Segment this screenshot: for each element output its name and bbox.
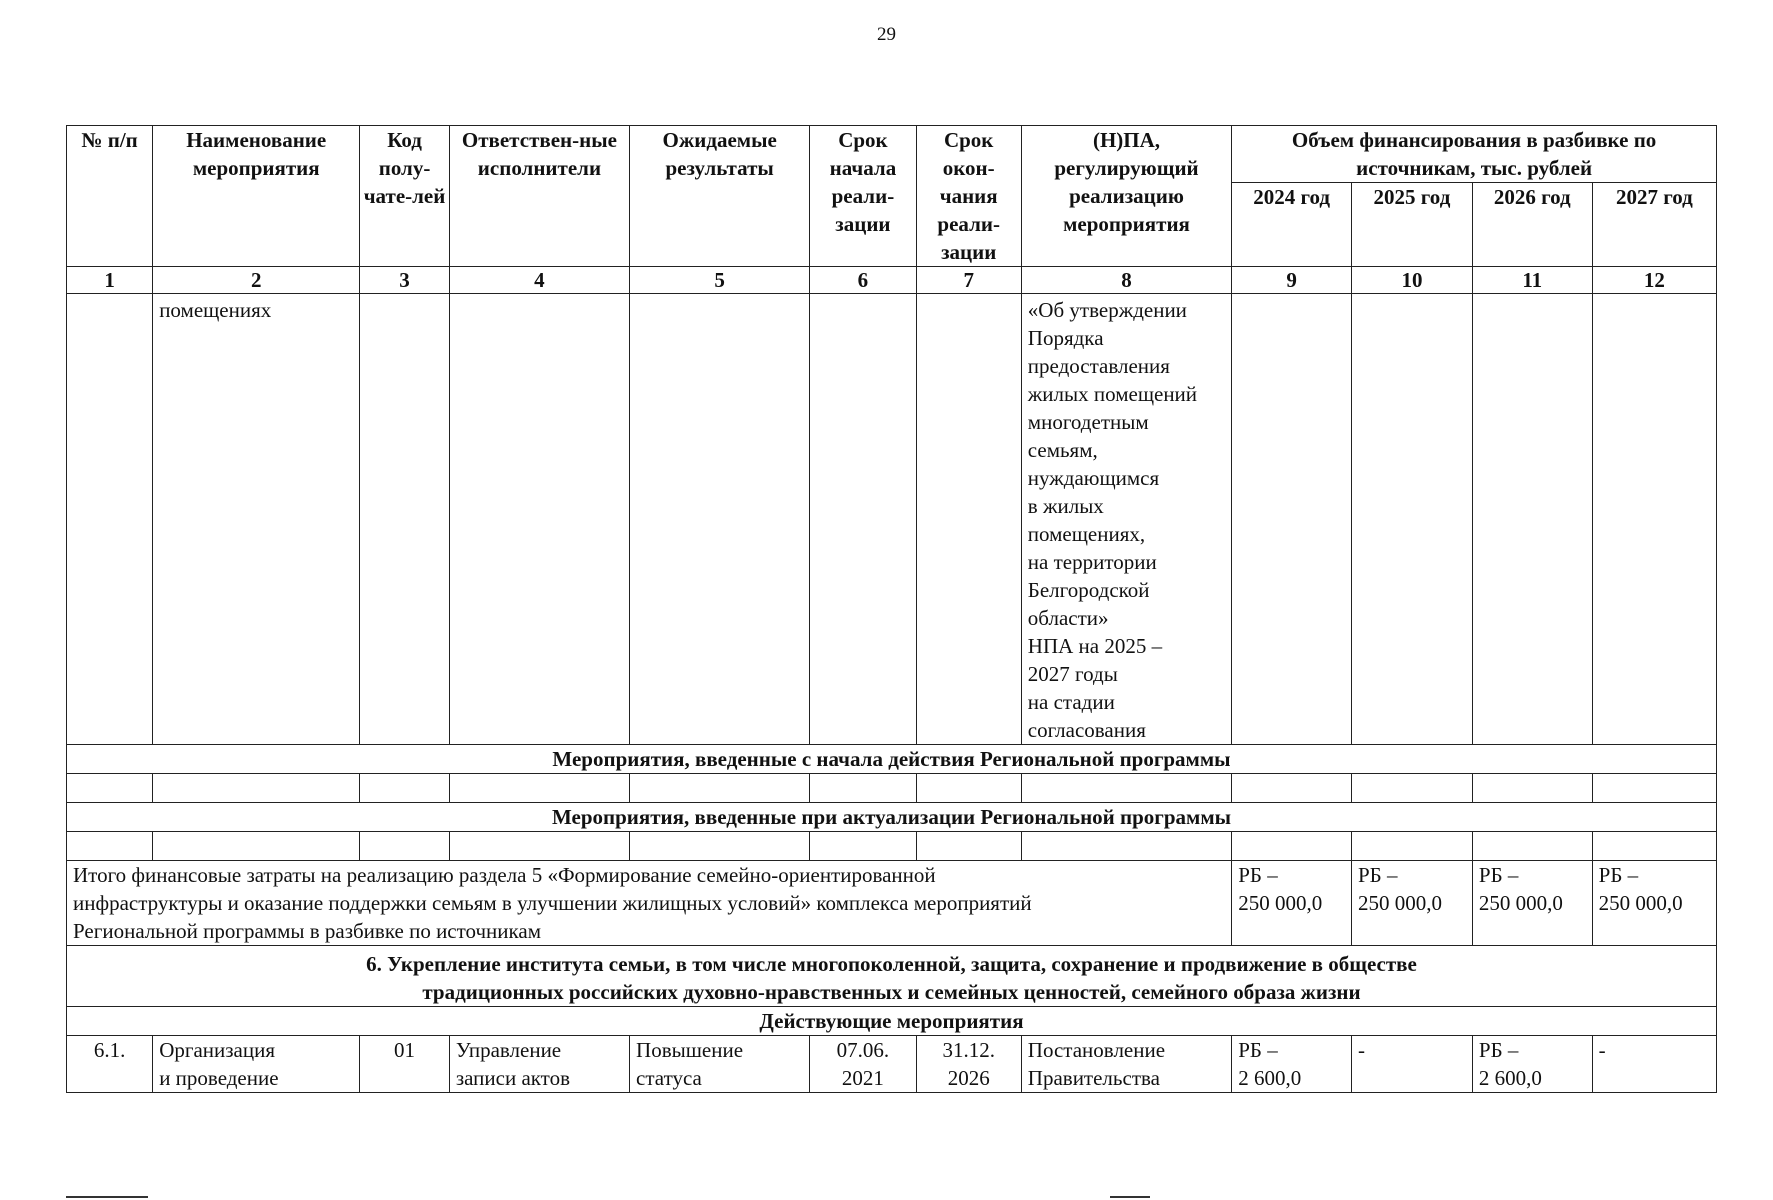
total-row [67,861,1717,946]
funding-amount: 250 000,0 [1598,891,1683,915]
funding-source: РБ – [1358,863,1398,887]
funding-source: РБ – [1238,863,1278,887]
header-end: Срок окон-чания реали-зации [916,126,1021,267]
section-row [67,803,1717,832]
end-date: 31.12. 2026 [916,1036,1021,1093]
npa-line: области» [1027,606,1109,630]
funding-source: РБ – [1598,863,1639,887]
funding-source: РБ – [1478,863,1519,887]
empty-row [67,774,1717,803]
section-heading-new-start: Мероприятия, введенные с начала действия Региональной программы [67,745,1717,774]
npa-line: на территории [1027,550,1157,574]
cell-empty [449,294,629,745]
measure-name: Организация и проведение [153,1036,360,1093]
column-numbers-row [67,267,1717,294]
cell-empty [916,294,1021,745]
header-year-2025: 2025 год [1352,183,1473,267]
section6-line: традиционных российских духовно-нравственных и семейных ценностей, семейного образа жизни [422,980,1361,1004]
header-year-2024: 2024 год [1232,183,1352,267]
table-row [67,1036,1717,1093]
cell-empty [360,294,450,745]
cell-empty [1232,294,1352,745]
total-description [67,861,1232,946]
header-code: Код полу-чате-лей [360,126,450,267]
npa-line: в жилых [1027,494,1104,518]
funding-amount: 250 000,0 [1358,891,1442,915]
total-line: Итого финансовые затраты на реализацию раздела 5 «Формирование семейно-ориентированной [73,863,936,887]
npa-line: Порядка [1027,326,1104,350]
row-number: 6.1. [67,1036,153,1093]
npa-line: предоставления [1027,354,1170,378]
npa-line: НПА на 2025 – [1027,634,1163,658]
footer-divider [66,1196,148,1198]
measure-name: помещениях [153,294,360,745]
npa-line: жилых помещений [1027,382,1198,406]
column-number: 11 [1472,267,1592,294]
cell-empty [630,294,810,745]
npa-cell [1021,294,1231,745]
start-date: 07.06. 2021 [810,1036,916,1093]
header-name: Наименование мероприятия [153,126,360,267]
column-number: 2 [153,267,360,294]
page-number: 29 [877,24,896,45]
header-npa: (Н)ПА, регулирующий реализацию мероприятия [1021,126,1231,267]
section6-heading [67,946,1717,1007]
cell-empty [1472,294,1592,745]
section-row [67,745,1717,774]
column-number: 10 [1352,267,1473,294]
section-row [67,1007,1717,1036]
npa-line: помещениях, [1027,522,1146,546]
section6-row [67,946,1717,1007]
program-measures-table [66,125,1717,1093]
header-start: Срок начала реали-зации [810,126,916,267]
header-number: № п/п [67,126,153,267]
header-row-1 [67,126,1717,183]
header-year-2027: 2027 год [1592,183,1716,267]
empty-row [67,832,1717,861]
cell-empty [1352,294,1473,745]
column-number: 7 [916,267,1021,294]
total-2027 [1592,861,1716,946]
total-2025 [1352,861,1473,946]
section-heading-new-update: Мероприятия, введенные при актуализации Региональной программы [67,803,1717,832]
npa-line: согласования [1027,718,1146,742]
section-heading-current: Действующие мероприятия [67,1007,1717,1036]
npa-line: «Об утверждении [1027,298,1187,322]
npa-line: на стадии [1027,690,1115,714]
funding-2024: РБ – 2 600,0 [1232,1036,1352,1093]
funding-amount: 250 000,0 [1478,891,1563,915]
column-number: 6 [810,267,916,294]
funding-2026: РБ – 2 600,0 [1472,1036,1592,1093]
header-funding: Объем финансирования в разбивке по источникам, тыс. рублей [1232,126,1717,183]
cell-empty [1592,294,1716,745]
responsible: Управление записи актов [449,1036,629,1093]
total-line: инфраструктуры и оказание поддержки семьям в улучшении жилищных условий» комплекса мероприятий [73,891,1032,915]
npa-line: многодетным [1027,410,1149,434]
header-year-2026: 2026 год [1472,183,1592,267]
funding-amount: 250 000,0 [1238,891,1323,915]
expected-results: Повышение статуса [630,1036,810,1093]
npa-line: Белгородской [1027,578,1150,602]
column-number: 4 [449,267,629,294]
column-number: 5 [630,267,810,294]
cell-empty [67,294,153,745]
footer-divider [1110,1196,1150,1198]
continuation-row [67,294,1717,745]
npa-line: семьям, [1027,438,1098,462]
total-2026 [1472,861,1592,946]
cell-empty [810,294,916,745]
column-number: 9 [1232,267,1352,294]
funding-2025: - [1352,1036,1473,1093]
column-number: 3 [360,267,450,294]
npa: Постановление Правительства [1021,1036,1231,1093]
npa-line: 2027 годы [1027,662,1118,686]
funding-2027: - [1592,1036,1716,1093]
header-results: Ожидаемые результаты [630,126,810,267]
header-responsible: Ответствен-ные исполнители [449,126,629,267]
column-number: 8 [1021,267,1231,294]
total-2024 [1232,861,1352,946]
total-line: Региональной программы в разбивке по источникам [73,919,542,943]
column-number: 1 [67,267,153,294]
recipient-code: 01 [360,1036,450,1093]
column-number: 12 [1592,267,1716,294]
npa-line: нуждающимся [1027,466,1160,490]
section6-line: 6. Укрепление института семьи, в том числе многопоколенной, защита, сохранение и продвижение в обществе [366,952,1417,976]
